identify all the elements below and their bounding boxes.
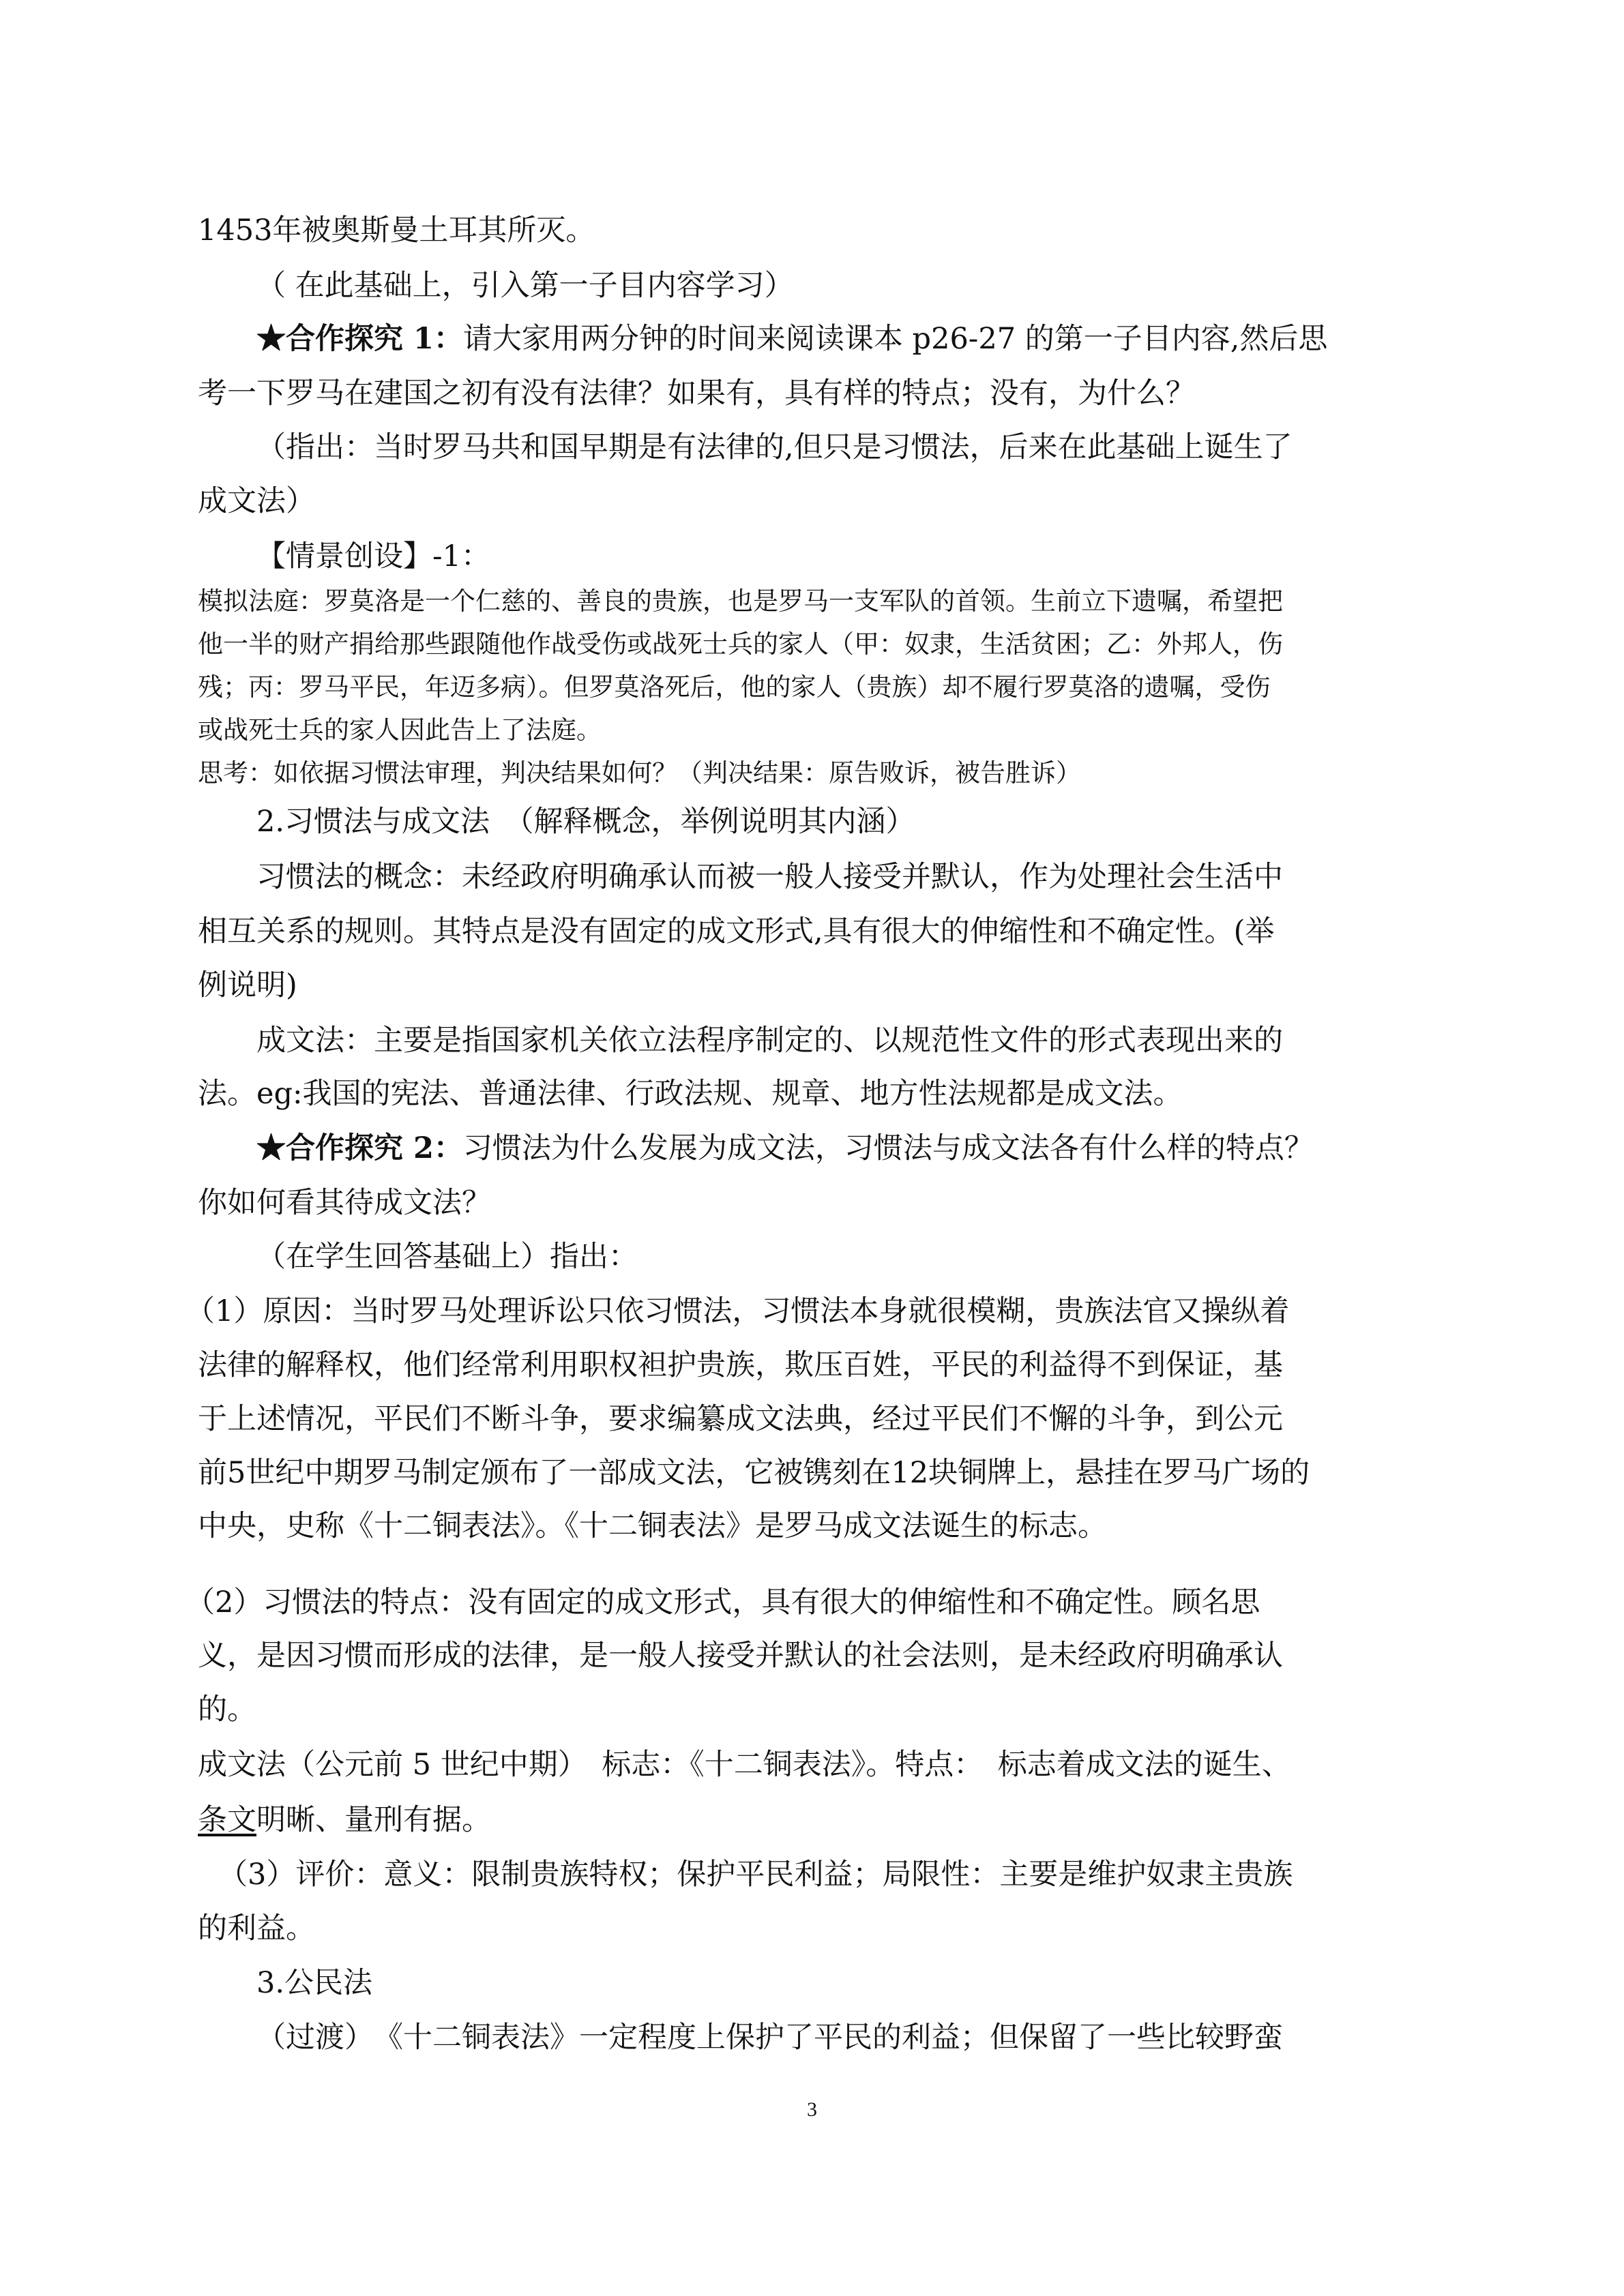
text-line: 1453年被奥斯曼土耳其所灭。 [198,213,595,248]
text-line: （在学生回答基础上）指出： [256,1240,638,1274]
text-line: 法律的解释权，他们经常利用职权袒护贵族，欺压百姓，平民的利益得不到保证，基 [198,1348,1283,1382]
text-line: （2）习惯法的特点：没有固定的成文形式，具有很大的伸缩性和不确定性。顾名思 [186,1585,1260,1620]
text-line: 成文法：主要是指国家机关依立法程序制定的、以规范性文件的形式表现出来的 [256,1024,1283,1058]
text-line: 法。eg:我国的宪法、普通法律、行政法规、规章、地方性法规都是成文法。 [198,1077,1183,1111]
paragraph-cooperative-inquiry-2 [256,1131,1314,1165]
heading-cooperative-inquiry-1: ★合作探究 1： [256,322,463,356]
text-line: 或战死士兵的家人因此告上了法庭。 [198,715,602,745]
text-line: （指出：当时罗马共和国早期是有法律的,但只是习惯法，后来在此基础上诞生了 [256,430,1293,464]
text-line: 前5世纪中期罗马制定颁布了一部成文法，它被镌刻在12块铜牌上，悬挂在罗马广场的 [198,1456,1310,1490]
text-line: （过渡） 《十二铜表法》一定程度上保护了平民的利益；但保留了一些比较野蛮 [256,2021,1283,2055]
text-line: 相互关系的规则。其特点是没有固定的成文形式,具有很大的伸缩性和不确定性。(举 [198,914,1275,949]
page-number: 3 [807,2098,817,2121]
text-line: 习惯法为什么发展为成文法，习惯法与成文法各有什么样的特点？ [462,1131,1314,1165]
section-heading: 2.习惯法与成文法 （解释概念，举例说明其内涵） [256,805,915,839]
scenario-heading: 【情景创设】-1： [256,539,490,573]
text-line: 模拟法庭：罗莫洛是一个仁慈的、善良的贵族，也是罗马一支军队的首领。生前立下遗嘱，希望把 [198,586,1283,616]
text-line: 成文法（公元前 5 世纪中期） 标志：《十二铜表法》。特点： 标志着成文法的诞生、 [198,1748,1291,1782]
text-line: 习惯法的概念：未经政府明确承认而被一般人接受并默认，作为处理社会生活中 [256,860,1283,894]
text-line: 他一半的财产捐给那些跟随他作战受伤或战死士兵的家人（甲：奴隶，生活贫困；乙：外邦人，伤 [198,629,1283,659]
text-line: 你如何看其待成文法？ [198,1186,491,1220]
text-line: 义，是因习惯而形成的法律，是一般人接受并默认的社会法则，是未经政府明确承认 [198,1639,1283,1673]
text-line: 残；丙：罗马平民，年迈多病）。但罗莫洛死后，他的家人（贵族）却不履行罗莫洛的遗嘱，受伤 [198,672,1271,702]
text-line: 思考：如依据习惯法审理，判决结果如何？（判决结果：原告败诉，被告胜诉） [198,758,1081,788]
text-line: 请大家用两分钟的时间来阅读课本 p26-27 的第一子目内容,然后思 [462,322,1328,356]
text-line: （1）原因：当时罗马处理诉讼只依习惯法，习惯法本身就很模糊，贵族法官又操纵着 [186,1294,1290,1328]
underlined-term: 条文 [198,1803,256,1837]
text-line: 的利益。 [198,1911,315,1945]
text-line: （3）评价：意义：限制贵族特权；保护平民利益；局限性：主要是维护奴隶主贵族 [218,1858,1293,1892]
text-line: （ 在此基础上，引入第一子目内容学习） [256,269,794,303]
text-line: 例说明) [198,968,297,1002]
text-line: 成文法） [198,484,315,518]
text-line: 于上述情况，平民们不断斗争，要求编纂成文法典，经过平民们不懈的斗争，到公元 [198,1402,1283,1436]
text-line: 中央，史称《十二铜表法》。《十二铜表法》是罗马成文法诞生的标志。 [198,1509,1107,1543]
text-line: 条文明晰、量刑有据。 [198,1803,491,1837]
heading-cooperative-inquiry-2: ★合作探究 2： [256,1131,463,1165]
paragraph-cooperative-inquiry-1 [256,322,1328,356]
section-heading: 3.公民法 [256,1966,373,2000]
text-line: 的。 [198,1693,256,1727]
text-line: 考一下罗马在建国之初有没有法律？如果有，具有样的特点；没有，为什么？ [198,376,1195,411]
